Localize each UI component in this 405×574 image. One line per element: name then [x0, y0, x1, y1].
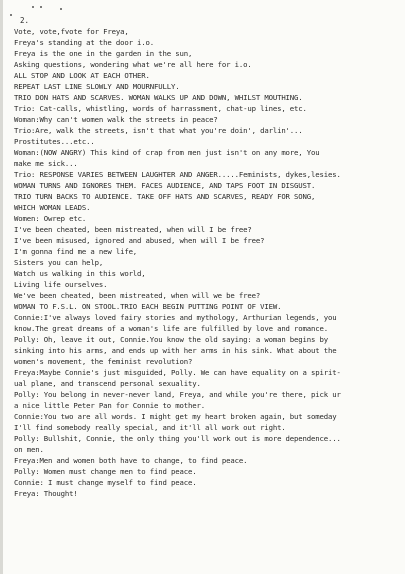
script-line: Trio: Cat-calls, whistling, words of harrassment, chat-up lines, etc.	[14, 104, 307, 113]
script-body	[14, 26, 400, 499]
script-line: Woman:(NOW ANGRY) This kind of crap from men just isn't on any more, You	[14, 148, 320, 157]
page-left-edge	[0, 0, 3, 574]
page-mark	[10, 14, 12, 16]
page-mark	[32, 6, 34, 8]
script-line: I've been misused, ignored and abused, when will I be free?	[14, 236, 265, 245]
page-mark	[60, 8, 62, 10]
script-line: We've been cheated, been mistreated, when will we be free?	[14, 291, 261, 300]
script-line: on men.	[14, 445, 44, 454]
script-line: a nice little Peter Pan for Connie to mother.	[14, 401, 205, 410]
page-number: 2.	[20, 16, 30, 25]
script-line: Vote, vote,fvote for Freya,	[14, 27, 129, 36]
script-line: Woman:Why can't women walk the streets in peace?	[14, 115, 218, 124]
script-line: Freya: Thought!	[14, 489, 78, 498]
script-line: ALL STOP AND LOOK AT EACH OTHER.	[14, 71, 150, 80]
script-line: Polly: Bullshit, Connie, the only thing you'll work out is more dependence...	[14, 434, 341, 443]
script-line: I'm gonna find me a new life,	[14, 247, 138, 256]
script-line: Connie: I must change myself to find peace.	[14, 478, 197, 487]
script-line: sinking into his arms, and ends up with her arms in his sink. What about the	[14, 346, 337, 355]
script-line: Freya:Men and women both have to change, to find peace.	[14, 456, 248, 465]
script-line: TRIO TURN BACKS TO AUDIENCE. TAKE OFF HATS AND SCARVES, READY FOR SONG,	[14, 192, 316, 201]
script-line: Freya is the one in the garden in the sun,	[14, 49, 193, 58]
script-line: I've been cheated, been mistreated, when will I be free?	[14, 225, 252, 234]
script-line: women's movement, the feminist revolution?	[14, 357, 193, 366]
script-line: Trio: RESPONSE VARIES BETWEEN LAUGHTER AND ANGER.....Feminists, dykes,lesies.	[14, 170, 341, 179]
script-line: Polly: Oh, leave it out, Connie.You know the old saying: a woman begins by	[14, 335, 328, 344]
script-line: Polly: You belong in never-never land, Freya, and while you're there, pick ur	[14, 390, 341, 399]
script-line: Watch us walking in this world,	[14, 269, 146, 278]
script-line: know.The great dreams of a woman's life are fulfilled by love and romance.	[14, 324, 328, 333]
script-line: make me sick...	[14, 159, 78, 168]
script-line: Polly: Women must change men to find peace.	[14, 467, 197, 476]
script-line: WHICH WOMAN LEADS.	[14, 203, 91, 212]
script-line: I'll find somebody really special, and it'll all work out right.	[14, 423, 286, 432]
script-line: Asking questions, wondering what we're all here for i.o.	[14, 60, 252, 69]
script-line: Living life ourselves.	[14, 280, 108, 289]
script-line: Connie:You two are all words. I might get my heart broken again, but someday	[14, 412, 337, 421]
script-line: Freya's standing at the door i.o.	[14, 38, 155, 47]
script-line: REPEAT LAST LINE SLOWLY AND MOURNFULLY.	[14, 82, 180, 91]
script-line: WOMAN TURNS AND IGNORES THEM. FACES AUDIENCE, AND TAPS FOOT IN DISGUST.	[14, 181, 316, 190]
page-mark	[40, 6, 42, 8]
script-line: Freya:Maybe Connie's just misguided, Polly. We can have equality on a spirit-	[14, 368, 341, 377]
script-line: Connie:I've always loved fairy stories and mythology, Arthurian legends, you	[14, 313, 337, 322]
script-line: Sisters you can help,	[14, 258, 104, 267]
script-line: Women: Owrep etc.	[14, 214, 87, 223]
script-line: Trio:Are, walk the streets, isn't that what you're doin', darlin'...	[14, 126, 303, 135]
script-line: TRIO DON HATS AND SCARVES. WOMAN WALKS UP AND DOWN, WHILST MOUTHING.	[14, 93, 303, 102]
script-line: WOMAN TO F.S.L. ON STOOL.TRIO EACH BEGIN PUTTING POINT OF VIEW.	[14, 302, 282, 311]
script-line: Prostitutes...etc..	[14, 137, 95, 146]
script-line: ual plane, and transcend personal sexuality.	[14, 379, 201, 388]
